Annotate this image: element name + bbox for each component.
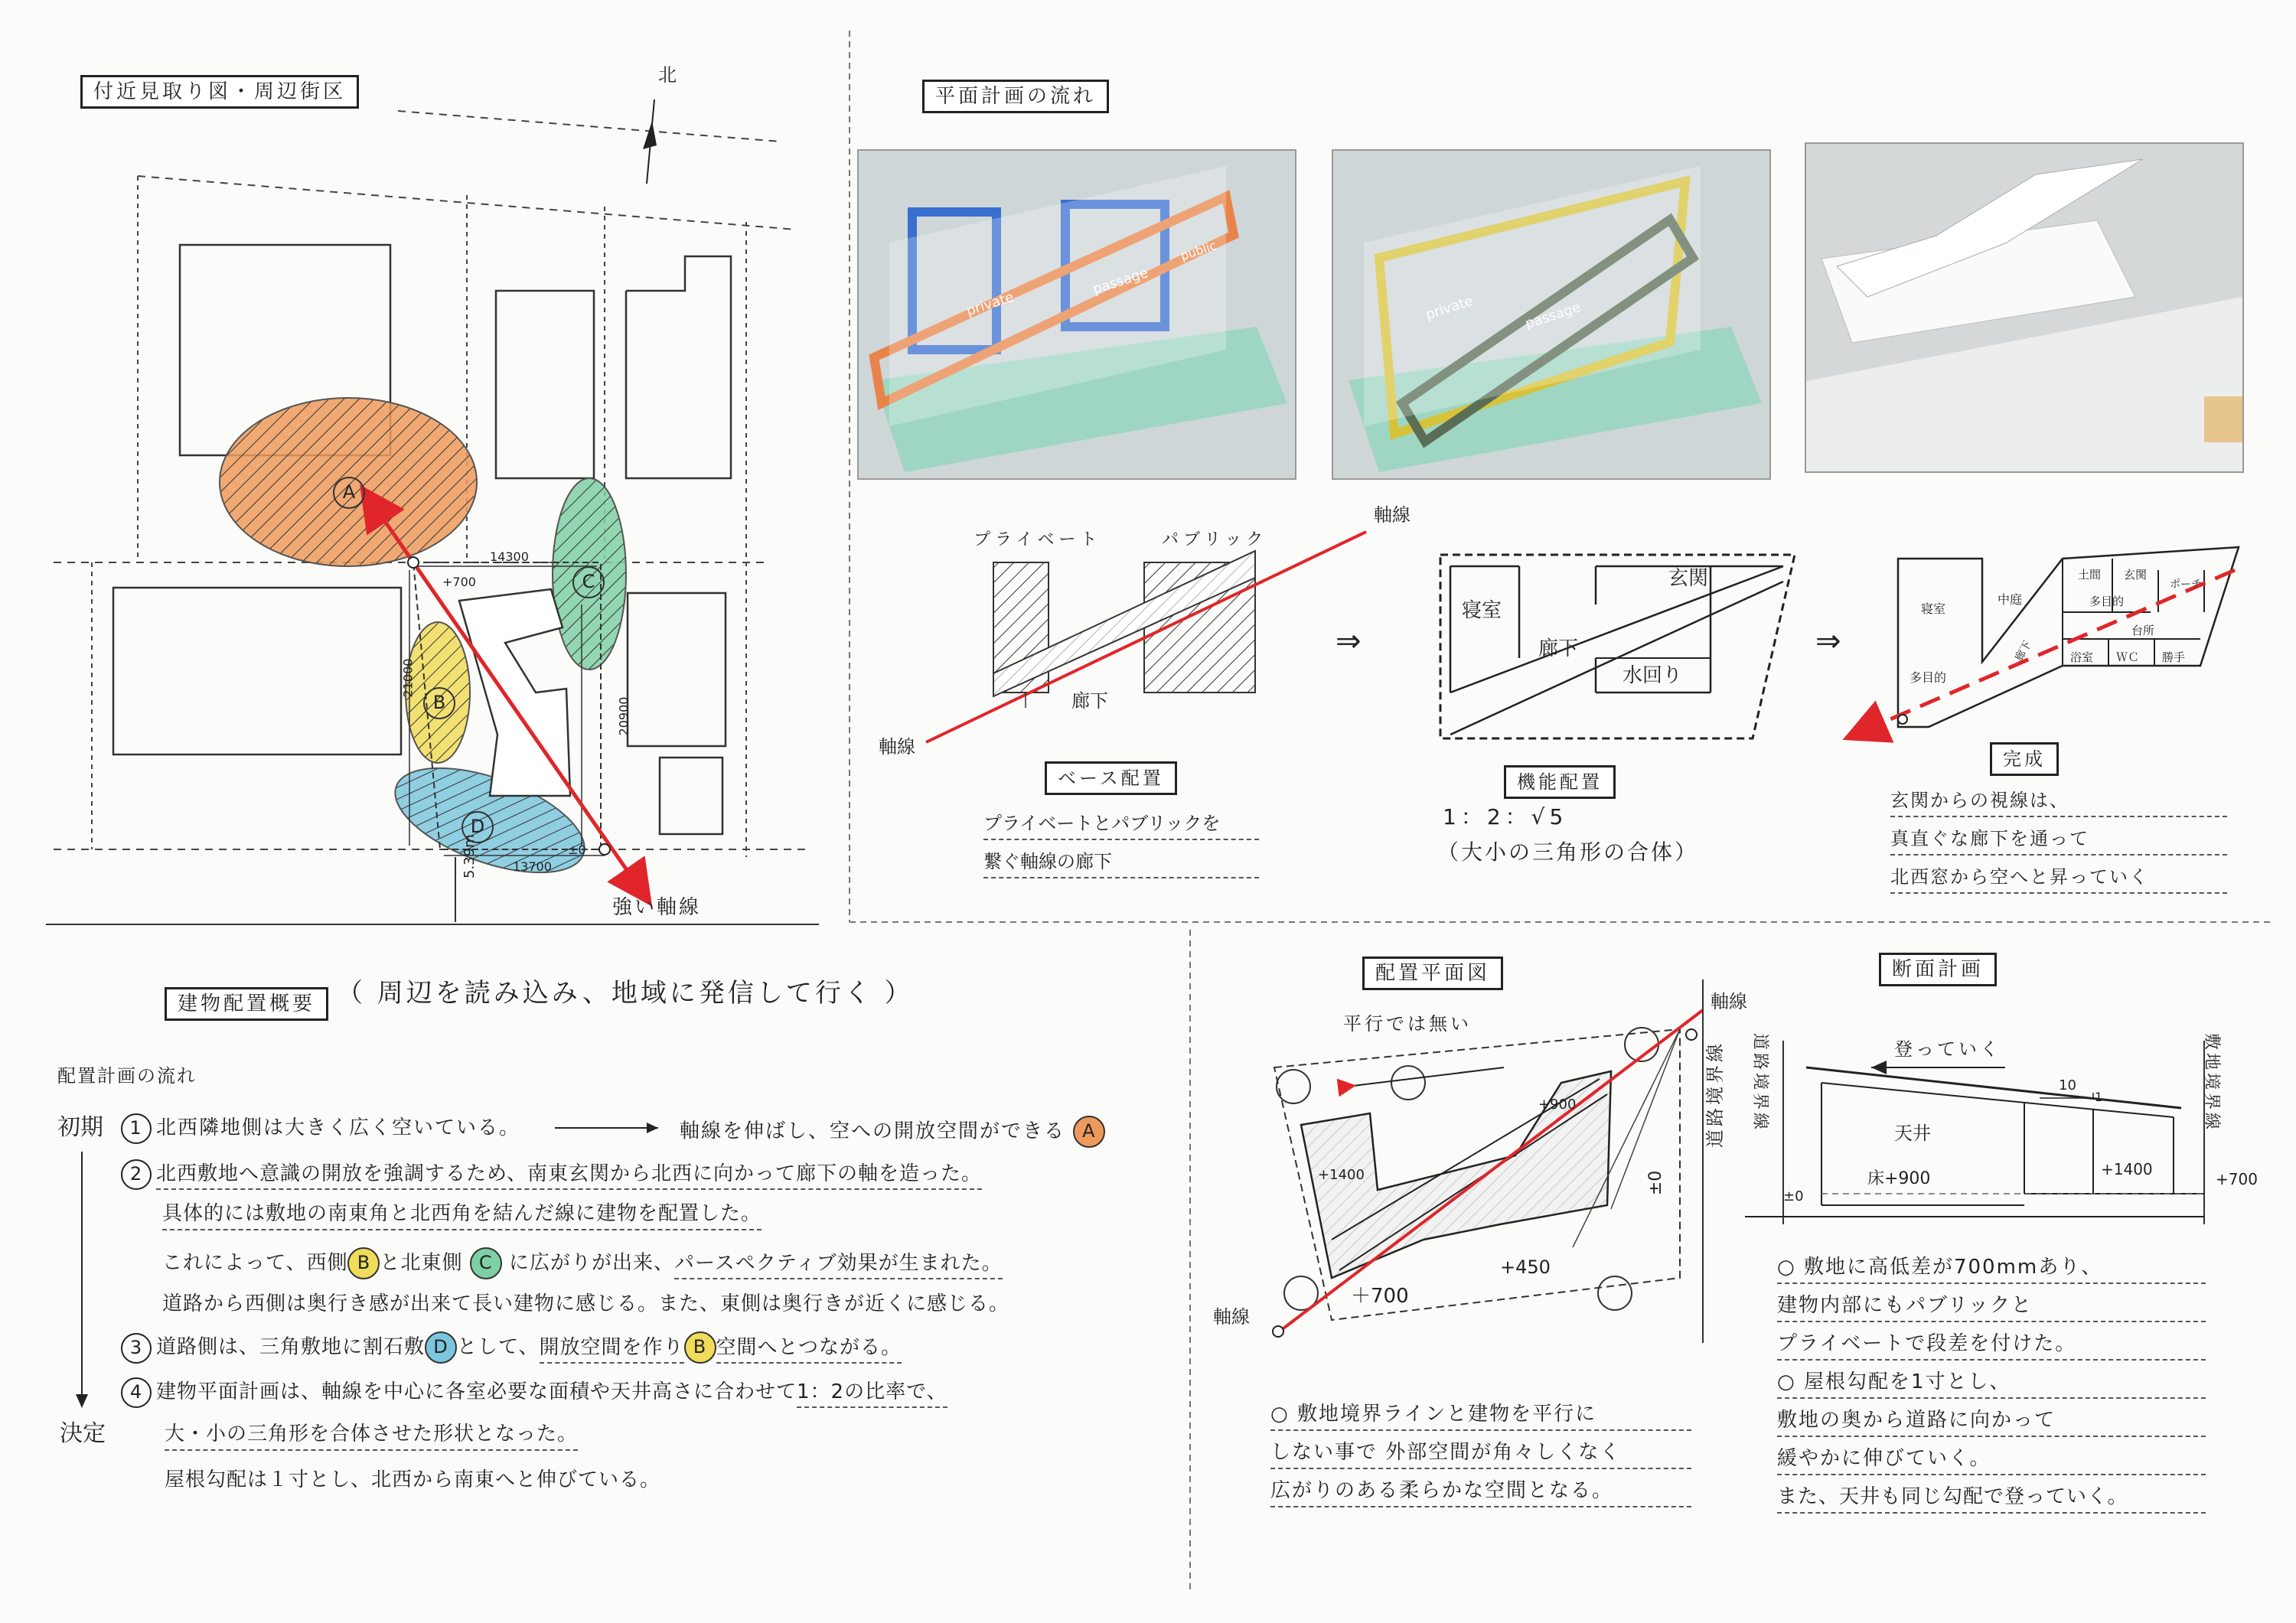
statement-2 <box>121 1159 982 1190</box>
diag2-note: （大小の三角形の合体） <box>1437 839 1699 865</box>
section-level-0: ±0 <box>1783 1188 1804 1204</box>
diag3-caption: 完成 <box>1990 742 2059 776</box>
siteplan-title: 配置平面図 <box>1362 957 1503 990</box>
level-0: ±0 <box>1646 1170 1666 1196</box>
plan-flow-title: 平面計画の流れ <box>922 80 1109 113</box>
level-1400: +1400 <box>1318 1167 1365 1183</box>
s3-text4: 空間へとつながる。 <box>716 1336 902 1364</box>
initial-label: 初期 <box>57 1114 103 1141</box>
section-note-1: ○ 敷地に高低差が700mmあり、 <box>1777 1255 2206 1284</box>
zone-d-marker: D <box>461 811 494 843</box>
rising-label: 登っていく <box>1894 1038 2001 1060</box>
s4-text1: 建物平面計画は、軸線を中心に各室必要な面積や天井高さに合わせて <box>156 1380 797 1403</box>
dim-left: 21000 <box>400 658 416 698</box>
diag2-bedroom: 寝室 <box>1462 599 1502 622</box>
diag2-ratio: 1：2：√5 <box>1443 804 1568 829</box>
north-label: 北 <box>658 64 677 86</box>
section-road-line: 道路境界線 <box>1750 1033 1769 1133</box>
s2c-text1: これによって、西側 <box>162 1251 348 1275</box>
ceiling-label: 天井 <box>1894 1123 1931 1144</box>
dim-bottom: 13700 <box>513 859 552 874</box>
siteplan-axis-top: 軸線 <box>1711 991 1747 1012</box>
model-photo-3 <box>1805 142 2244 473</box>
level-700: ＋700 <box>1351 1285 1409 1308</box>
photo2-passage: passage <box>1523 298 1583 333</box>
section-site-line: 敷地境界線 <box>2202 1033 2221 1133</box>
diagram-function-layout <box>1440 555 1795 738</box>
s2-part-b: 具体的には敷地の南東角と北西角を結んだ線に建物を配置した。 <box>162 1201 762 1230</box>
decision-label: 決定 <box>60 1420 106 1447</box>
s1-part-b: 軸線を伸ばし、空への開放空間ができる <box>680 1119 1066 1143</box>
photo2-private: private <box>1424 292 1476 324</box>
section-title: 断面計画 <box>1879 953 1997 986</box>
diag3-multi: 多目的 <box>2089 595 2125 608</box>
siteplan-road-line: 道路境界線 <box>1704 1041 1726 1148</box>
diag3-line2: 真直ぐな廊下を通って <box>1890 826 2227 855</box>
section-drawing <box>1745 1041 2204 1224</box>
floor-label: 床+900 <box>1867 1169 1931 1188</box>
diag2-water: 水回り <box>1623 664 1683 687</box>
s3-text1: 道路側は、三角敷地に割石敷 <box>156 1335 426 1359</box>
dim-right: 20900 <box>616 696 631 736</box>
photo1-public: public <box>1179 238 1218 263</box>
s1-part-a: 北西隣地側は大きく広く空いている。 <box>156 1116 521 1139</box>
s4-text4: 屋根勾配は１寸とし、北西から南東へと伸びている。 <box>165 1468 661 1491</box>
diag1-axis-bottom: 軸線 <box>879 736 915 758</box>
s2-part-a: 北西敷地へ意識の開放を強調するため、南東玄関から北西に向かって廊下の軸を造った。 <box>156 1162 982 1190</box>
statement-1-result <box>680 1116 1105 1148</box>
photo1-passage: passage <box>1091 264 1151 298</box>
model-photo-2 <box>1332 149 1771 480</box>
zone-b-marker: B <box>423 687 455 719</box>
diag3-line1: 玄関からの視線は、 <box>1890 788 2227 817</box>
diag1-caption: ベース配置 <box>1045 761 1177 795</box>
flow-arrow-2: ⇒ <box>1815 624 1841 659</box>
vicinity-map <box>46 99 811 924</box>
road-width: 5.39m <box>461 834 478 878</box>
diag3-genkan: 玄関 <box>2124 568 2148 582</box>
step-2-number: 2 <box>121 1159 152 1190</box>
section-note-4: ○ 屋根勾配を1寸とし、 <box>1777 1370 2206 1399</box>
slope-1: 1 <box>2095 1090 2103 1104</box>
section-level-700: +700 <box>2216 1170 2258 1188</box>
step-3-number: 3 <box>121 1333 152 1364</box>
flow-label: 配置計画の流れ <box>57 1065 197 1087</box>
siteplan-note-3: 広がりのある柔らかな空間となる。 <box>1270 1478 1691 1507</box>
diag2-caption: 機能配置 <box>1504 765 1616 799</box>
diag3-wc: ＷＣ <box>2116 650 2140 664</box>
level-450: +450 <box>1500 1256 1551 1278</box>
diag3-doma: 土間 <box>2078 568 2102 582</box>
siteplan-note-2: しない事で 外部空間が角々しくなく <box>1270 1440 1691 1469</box>
diag1-private-label: プライベート <box>974 530 1102 549</box>
diag1-public-label: パブリック <box>1162 530 1268 549</box>
section-note-6: 緩やかに伸びていく。 <box>1777 1446 2206 1475</box>
section-note-7: また、天井も同じ勾配で登っていく。 <box>1777 1484 2206 1514</box>
diag3-porch: ポーチ <box>2170 578 2202 591</box>
level-plus: +700 <box>442 575 476 589</box>
diag1-axis-top: 軸線 <box>1374 504 1411 526</box>
site-plan-drawing <box>1273 979 1703 1343</box>
siteplan-axis-bottom: 軸線 <box>1213 1306 1250 1328</box>
diag3-bedroom: 寝室 <box>1921 601 1946 616</box>
siteplan-note-1: ○ 敷地境界ラインと建物を平行に <box>1270 1402 1691 1431</box>
zone-a-marker: A <box>333 477 365 509</box>
diag1-line2: 繋ぐ軸線の廊下 <box>983 849 1259 878</box>
diag1-corridor: 廊下 <box>1071 690 1108 712</box>
section-level-1400: +1400 <box>2101 1160 2153 1178</box>
s2c-text2: と北東側 <box>380 1251 463 1275</box>
s2c-text3: に広がりが出来、 <box>509 1251 675 1275</box>
level-zero: ±0 <box>568 842 586 857</box>
diag3-multi2: 多目的 <box>1910 670 1947 685</box>
diag3-kitchen: 台所 <box>2131 624 2155 637</box>
statement-4 <box>121 1377 947 1408</box>
diag3-line3: 北西窓から空へと昇っていく <box>1890 865 2227 894</box>
s3-badge-d: D <box>425 1331 457 1364</box>
diagram-base-layout <box>926 532 1366 742</box>
statement-1 <box>121 1113 520 1144</box>
model-photo-1 <box>857 149 1296 480</box>
strong-axis-label: 強い軸線 <box>612 896 702 919</box>
diag2-entrance: 玄関 <box>1668 567 1709 590</box>
vicinity-title: 付近見取り図・周辺街区 <box>80 75 359 109</box>
step-1-number: 1 <box>121 1113 152 1144</box>
s1-badge-a: A <box>1073 1116 1105 1148</box>
s4-text3: 大・小の三角形を合体させた形状となった。 <box>165 1422 578 1451</box>
slope-10: 10 <box>2059 1077 2076 1093</box>
s2c-text4: パースペクティブ効果が生まれた。 <box>674 1252 1003 1279</box>
diag3-service: 勝手 <box>2162 650 2186 664</box>
s3-text2: として、 <box>457 1335 540 1359</box>
dim-top: 14300 <box>490 549 529 564</box>
diag3-bath: 浴室 <box>2070 650 2094 664</box>
step-4-number: 4 <box>121 1377 152 1408</box>
level-900: +900 <box>1538 1097 1577 1113</box>
diag3-corridor: 廊下 <box>2013 638 2034 664</box>
overview-subtitle: （ 周辺を読み込み、地域に発信して行く ） <box>337 978 914 1009</box>
section-note-3: プライベートで段差を付けた。 <box>1777 1331 2206 1361</box>
section-note-2: 建物内部にもパブリックと <box>1777 1293 2206 1322</box>
diag1-line1: プライベートとパブリックを <box>983 811 1259 840</box>
diag3-court: 中庭 <box>1998 592 2023 607</box>
s2-part-d: 道路から西側は奥行き感が出来て長い建物に感じる。また、東側は奥行きが近くに感じる。 <box>162 1292 1010 1315</box>
s2c-badge-c: C <box>470 1247 502 1279</box>
s3-text3: 開放空間を作り <box>540 1336 684 1364</box>
s4-text2: 1：2の比率で、 <box>797 1380 947 1408</box>
not-parallel-label: 平行では無い <box>1343 1013 1472 1035</box>
overview-title: 建物配置概要 <box>165 987 328 1021</box>
zone-c-marker: C <box>572 566 605 598</box>
flow-arrow-1: ⇒ <box>1336 624 1362 659</box>
statement-2c <box>162 1247 1003 1279</box>
statement-3 <box>121 1331 902 1364</box>
s2c-badge-b: B <box>347 1247 380 1279</box>
photo1-private: private <box>964 288 1016 320</box>
s3-badge-b: B <box>684 1331 716 1364</box>
diag2-corridor: 廊下 <box>1538 637 1579 660</box>
section-note-5: 敷地の奥から道路に向かって <box>1777 1408 2206 1437</box>
